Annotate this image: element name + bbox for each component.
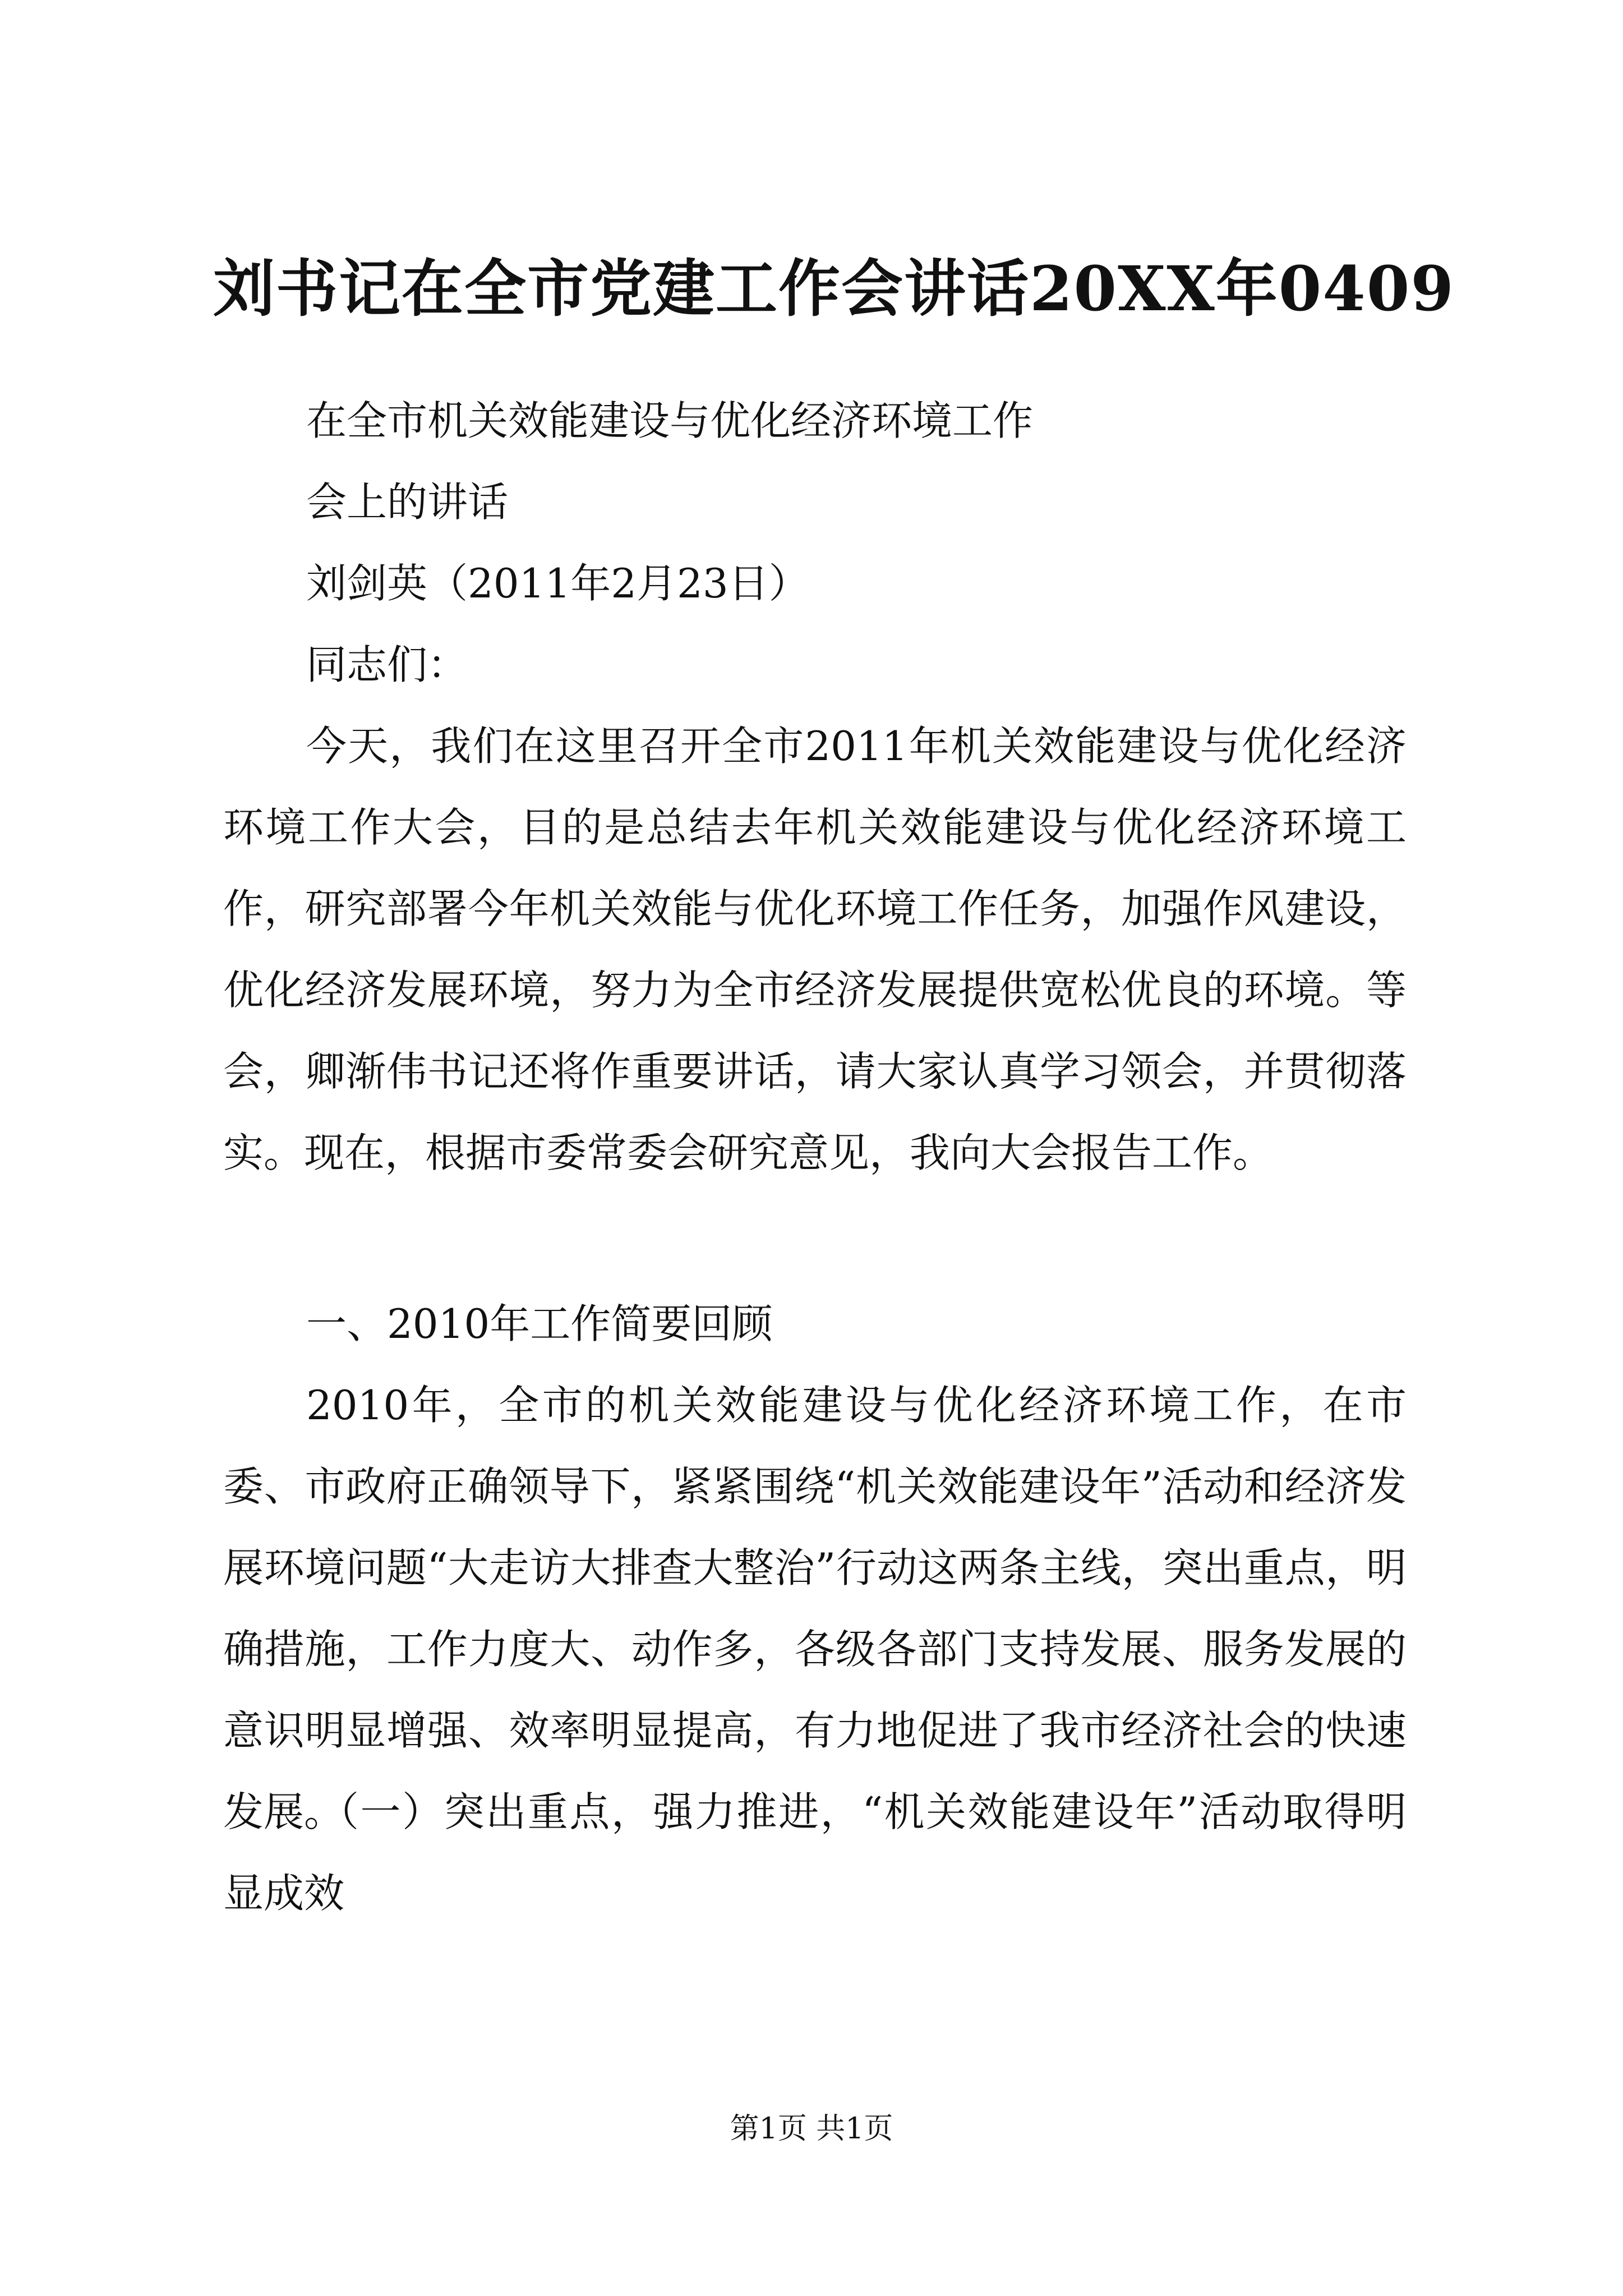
subtitle-line-1: 在全市机关效能建设与优化经济环境工作 bbox=[306, 397, 1034, 444]
document-title: 刘书记在全市党建工作会讲话20XX年0409 bbox=[213, 252, 1455, 325]
section-heading-review: 一、2010年工作简要回顾 bbox=[306, 1300, 773, 1347]
salutation: 同志们： bbox=[306, 641, 468, 688]
paragraph-opening: 今天，我们在这里召开全市2011年机关效能建设与优化经济环境工作大会，目的是总结去年机关效能建设与优化经济环境工作，研究部署今年机关效能与优化环境工作任务，加强作风建设，优化经济发展环境，努力为全市经济发展提供宽松优良的环境。等会，卿渐伟书记还将作重要讲话，请大家认真学习领会，并贯彻落实。现在，根据市委常委会研究意见，我向大会报告工作。 bbox=[223, 723, 1407, 1176]
page-footer: 第1页 共1页 bbox=[730, 2112, 893, 2146]
subsection-heading-efficiency: （一）突出重点，强力推进，“机关效能建设年”活动取得明显成效 bbox=[223, 1788, 1407, 1917]
speaker-line: 刘剑英（2011年2月23日） bbox=[306, 560, 809, 607]
subtitle-line-2: 会上的讲话 bbox=[306, 478, 509, 526]
paragraph-review: 2010年，全市的机关效能建设与优化经济环境工作，在市委、市政府正确领导下，紧紧围绕“机关效能建设年”活动和经济发展环境问题“大走访大排查大整治”行动这两条主线，突出重点，明确措施，工作力度大、动作多，各级各部门支持发展、服务发展的意识明显增强、效率明显提高，有力地促进了我市经济社会的快速发展。 bbox=[223, 1382, 1407, 1835]
